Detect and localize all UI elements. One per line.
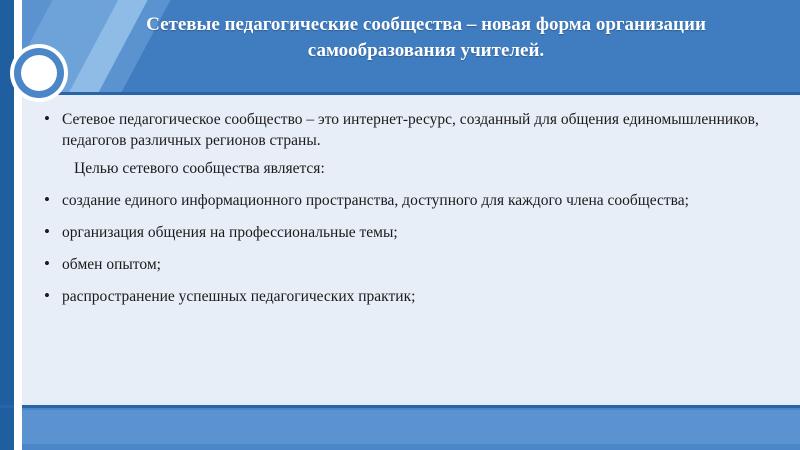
page-title: Сетевые педагогические сообщества – новая форма организации самообразования учителей.	[146, 14, 706, 61]
header-divider	[0, 92, 800, 95]
bullet-list	[40, 109, 760, 318]
list-item: • распространение успешных педагогических практик;	[40, 286, 760, 307]
list-item: • создание единого информационного пространства, доступного для каждого члена сообщества;	[40, 190, 760, 211]
sub-heading-line: Целью сетевого сообщества является:	[74, 160, 325, 177]
slide-body	[22, 95, 800, 405]
list-item: • Сетевое педагогическое сообщество – это интернет-ресурс, созданный для общения единомышленников, педагогов различных регионов страны.	[40, 109, 760, 151]
list-item: • обмен опытом;	[40, 254, 760, 275]
footer-divider	[0, 405, 800, 408]
decorative-circle-inner	[21, 55, 57, 91]
list-item: • организация общения на профессиональные темы;	[40, 222, 760, 243]
footer-inner-band	[22, 410, 800, 444]
